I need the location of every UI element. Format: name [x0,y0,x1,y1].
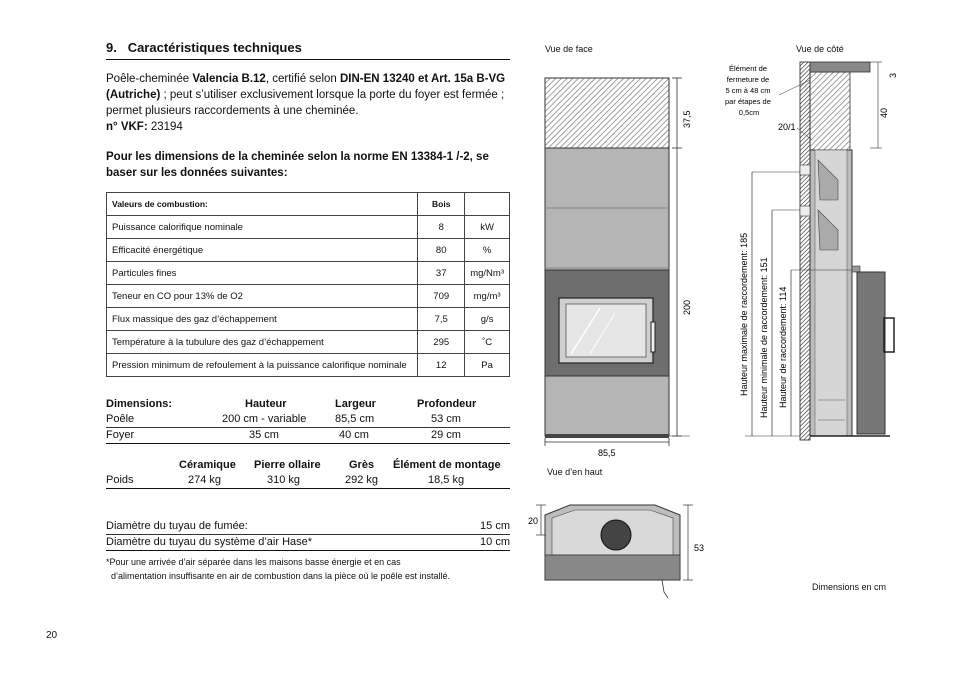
combustion-unit-cell: Pa [465,354,510,377]
model-name: Valencia B.12 [192,73,266,85]
side-door [857,272,885,434]
units-note: Dimensions en cm [812,582,887,592]
front-door-handle [651,322,655,352]
combustion-unit-cell: ˚C [465,331,510,354]
top-offset-label: 20 [528,516,539,526]
side-wall [800,62,810,440]
weights-row: Poids 274 kg 310 kg 292 kg 18,5 kg [106,474,465,486]
intro-paragraph: Poêle-cheminée Valencia B.12, certifié selon DIN-EN 13240 et Art. 15a B-VG (Autriche) ; peut s’utiliser exclusivement lorsque la porte du foyer est fermée ; permet plusieurs raccordements à une cheminée. n° VKF: 23194 [106,73,506,133]
vkf-value: 23194 [147,121,183,133]
top-depth-label: 53 [694,543,705,553]
side-3-label: 3 [888,72,898,78]
side-20-1-label: 20/1 [778,122,796,132]
combustion-value-cell: 12 [418,354,465,377]
combustion-table-header: Valeurs de combustion: Bois [107,193,510,216]
top-view-flue-hole [601,520,631,550]
combustion-label-cell: Puissance calorifique nominale [107,216,418,239]
page-number: 20 [46,630,58,641]
combustion-value-cell: 37 [418,262,465,285]
combustion-unit-cell: kW [465,216,510,239]
side-40-label: 40 [879,107,889,118]
combustion-value-cell: 80 [418,239,465,262]
combustion-unit-cell: % [465,239,510,262]
dimensions-row-foyer: Foyer 35 cm 40 cm 29 cm [106,429,461,441]
chimney-note: Pour les dimensions de la cheminée selon la norme EN 13384-1 /-2, se baser sur les données suivantes: [106,151,489,179]
combustion-value-cell: 8 [418,216,465,239]
combustion-unit-cell: mg/m³ [465,285,510,308]
front-view-title: Vue de face [545,44,593,54]
combustion-value-cell: 7,5 [418,308,465,331]
upper-connection [800,165,810,175]
air-pipe-row: Diamètre du tuyau du système d’air Hase* 10 cm [106,536,510,548]
element-note: Élément de fermeture de 5 cm à 48 cm par étapes de 0,5cm [725,64,771,117]
side-max-height-label: Hauteur maximale de raccordement: 185 [739,232,749,396]
combustion-label-cell: Température à la tubulure des gaz d’échappement [107,331,418,354]
combustion-unit-cell: mg/Nm³ [465,262,510,285]
section-title: Caractéristiques techniques [127,40,302,55]
combustion-value-cell: 709 [418,285,465,308]
certification-norm: DIN-EN 13240 et Art. 15a B-VG (Autriche) [106,73,506,101]
combustion-value-cell: 295 [418,331,465,354]
front-view-drawing [545,78,692,458]
top-view-title: Vue d’en haut [547,467,603,477]
combustion-label-cell: Particules fines [107,262,418,285]
weights-header: Céramique Pierre ollaire Grès Élément de montage [179,459,501,471]
flue-pipe-row: Diamètre du tuyau de fumée: 15 cm [106,520,510,532]
lower-connection [800,206,810,216]
side-connection-height-label: Hauteur de raccordement: 114 [778,286,788,408]
front-top-element [545,78,669,148]
front-height-label: 200 [682,299,692,315]
side-min-height-label: Hauteur minimale de raccordement: 151 [759,257,769,418]
side-view-drawing [725,62,898,440]
front-top-label: 37,5 [682,110,692,128]
vkf-label: n° VKF: [106,121,148,133]
combustion-unit-cell: g/s [465,308,510,331]
combustion-label-cell: Teneur en CO pour 13% de O2 [107,285,418,308]
section-number: 9. [106,40,117,55]
footnote-line-2: d’alimentation insuffisante en air de combustion dans la pièce où le poêle est installé. [111,571,451,581]
top-view-drawing [528,505,704,598]
dimensions-row-poele: Poêle 200 cm - variable 85,5 cm 53 cm [106,413,461,425]
combustion-label-cell: Pression minimum de refoulement à la puissance calorifique nominale [107,354,418,377]
combustion-label-cell: Efficacité énergétique [107,239,418,262]
dimensions-header: Dimensions: Hauteur Largeur Profondeur [106,398,477,410]
footnote-line-1: *Pour une arrivée d’air séparée dans les maisons basse énergie et en cas [106,557,401,567]
side-top-element [810,72,850,150]
side-view-title: Vue de côté [796,44,844,54]
combustion-label-cell: Flux massique des gaz d’échappement [107,308,418,331]
front-width-label: 85,5 [598,448,616,458]
